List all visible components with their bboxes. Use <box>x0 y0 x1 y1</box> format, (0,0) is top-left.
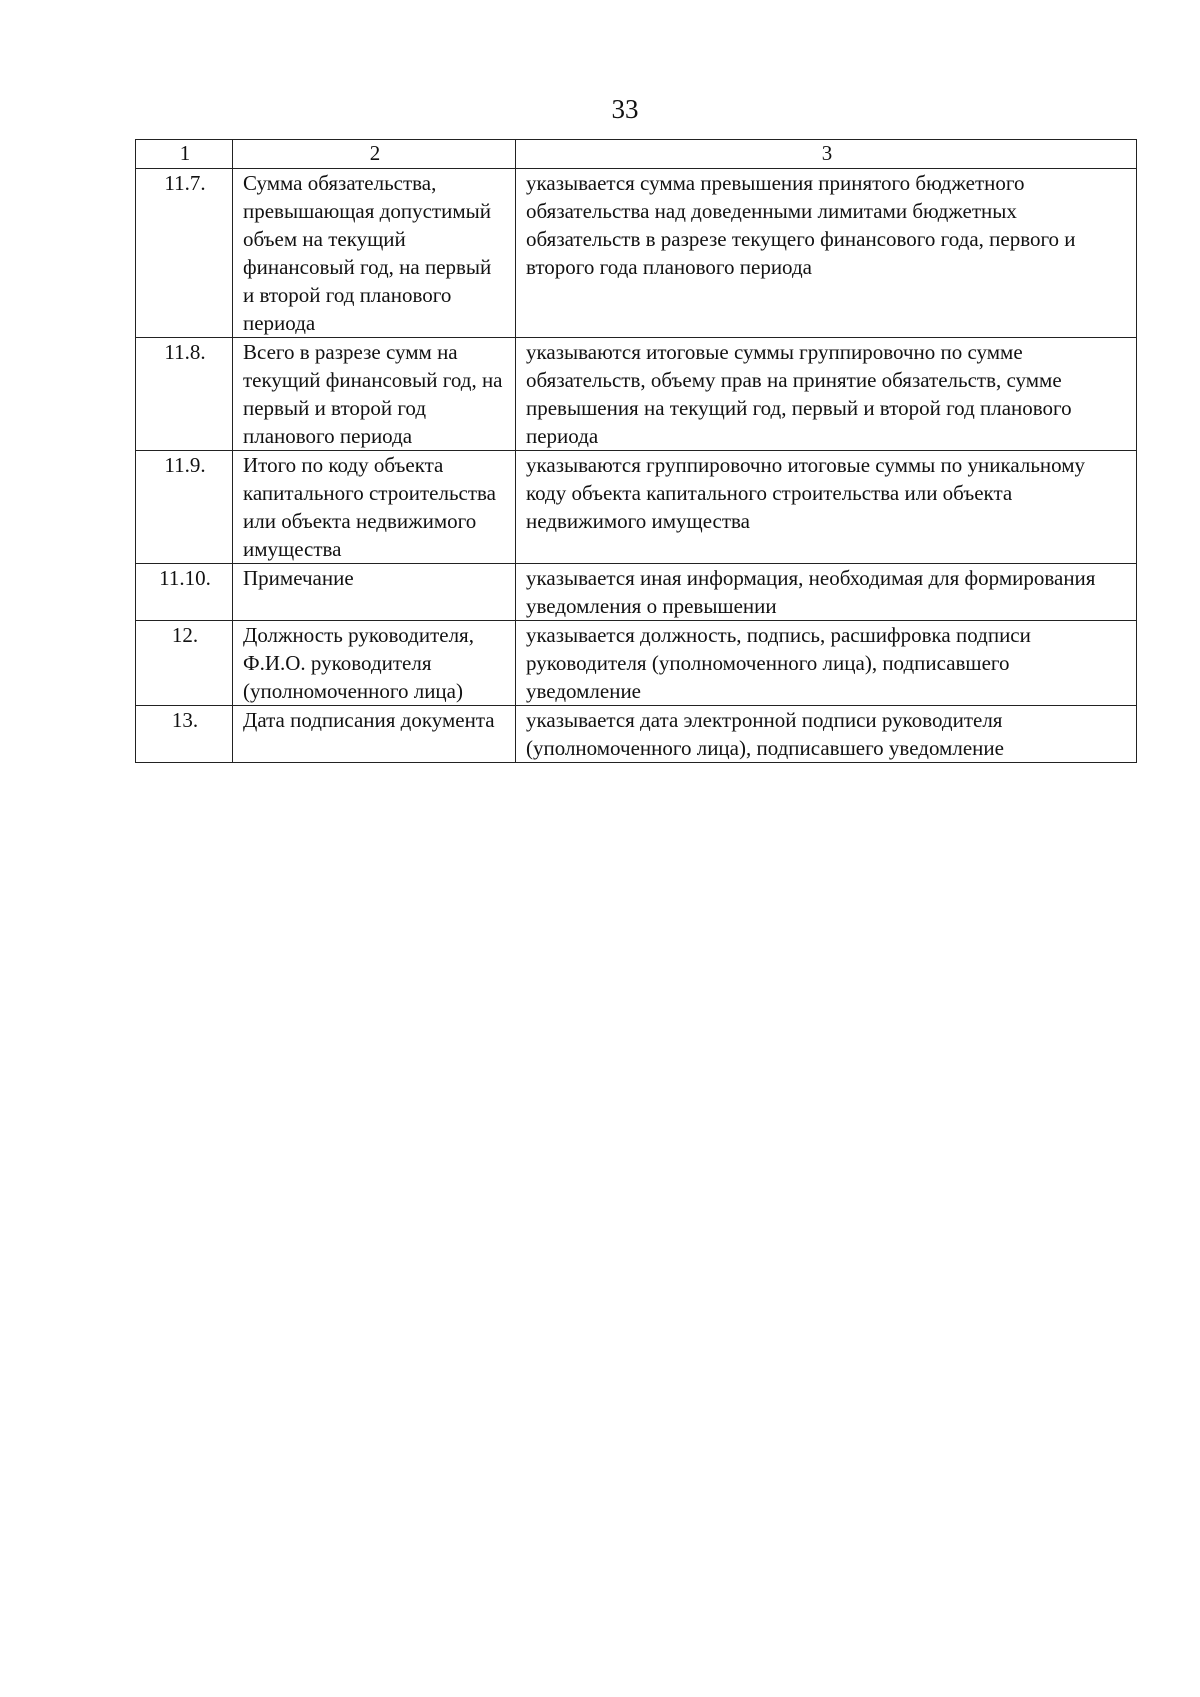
row-field-name: Всего в разрезе сумм на текущий финансовый год, на первый и второй год планового периода <box>233 338 516 451</box>
row-description: указываются итоговые суммы группировочно по сумме обязательств, объему прав на принятие обязательств, сумме превышения на текущий год, первый и второй год планового периода <box>516 338 1137 451</box>
page-number: 33 <box>611 94 639 124</box>
column-header-2: 2 <box>233 140 516 169</box>
table-row <box>136 451 1137 564</box>
row-field-name: Итого по коду объекта капитального строительства или объекта недвижимого имущества <box>233 451 516 564</box>
table-row <box>136 621 1137 706</box>
row-description: указывается дата электронной подписи руководителя (уполномоченного лица), подписавшего уведомление <box>516 706 1137 763</box>
document-table <box>135 139 1137 763</box>
row-number: 13. <box>136 706 233 763</box>
row-description: указывается сумма превышения принятого бюджетного обязательства над доведенными лимитами бюджетных обязательств в разрезе текущего финансового года, первого и второго года планового периода <box>516 169 1137 338</box>
row-number: 11.10. <box>136 564 233 621</box>
table-header-row <box>136 140 1137 169</box>
table-row <box>136 706 1137 763</box>
row-number: 11.8. <box>136 338 233 451</box>
row-field-name: Должность руководителя, Ф.И.О. руководителя (уполномоченного лица) <box>233 621 516 706</box>
column-header-1: 1 <box>136 140 233 169</box>
row-number: 11.9. <box>136 451 233 564</box>
row-description: указывается иная информация, необходимая для формирования уведомления о превышении <box>516 564 1137 621</box>
row-number: 11.7. <box>136 169 233 338</box>
row-number: 12. <box>136 621 233 706</box>
table-row <box>136 564 1137 621</box>
row-field-name: Примечание <box>233 564 516 621</box>
table-row <box>136 169 1137 338</box>
table-row <box>136 338 1137 451</box>
row-field-name: Сумма обязательства, превышающая допустимый объем на текущий финансовый год, на первый и второй год планового периода <box>233 169 516 338</box>
column-header-3: 3 <box>516 140 1137 169</box>
row-field-name: Дата подписания документа <box>233 706 516 763</box>
row-description: указывается должность, подпись, расшифровка подписи руководителя (уполномоченного лица), подписавшего уведомление <box>516 621 1137 706</box>
row-description: указываются группировочно итоговые суммы по уникальному коду объекта капитального строительства или объекта недвижимого имущества <box>516 451 1137 564</box>
